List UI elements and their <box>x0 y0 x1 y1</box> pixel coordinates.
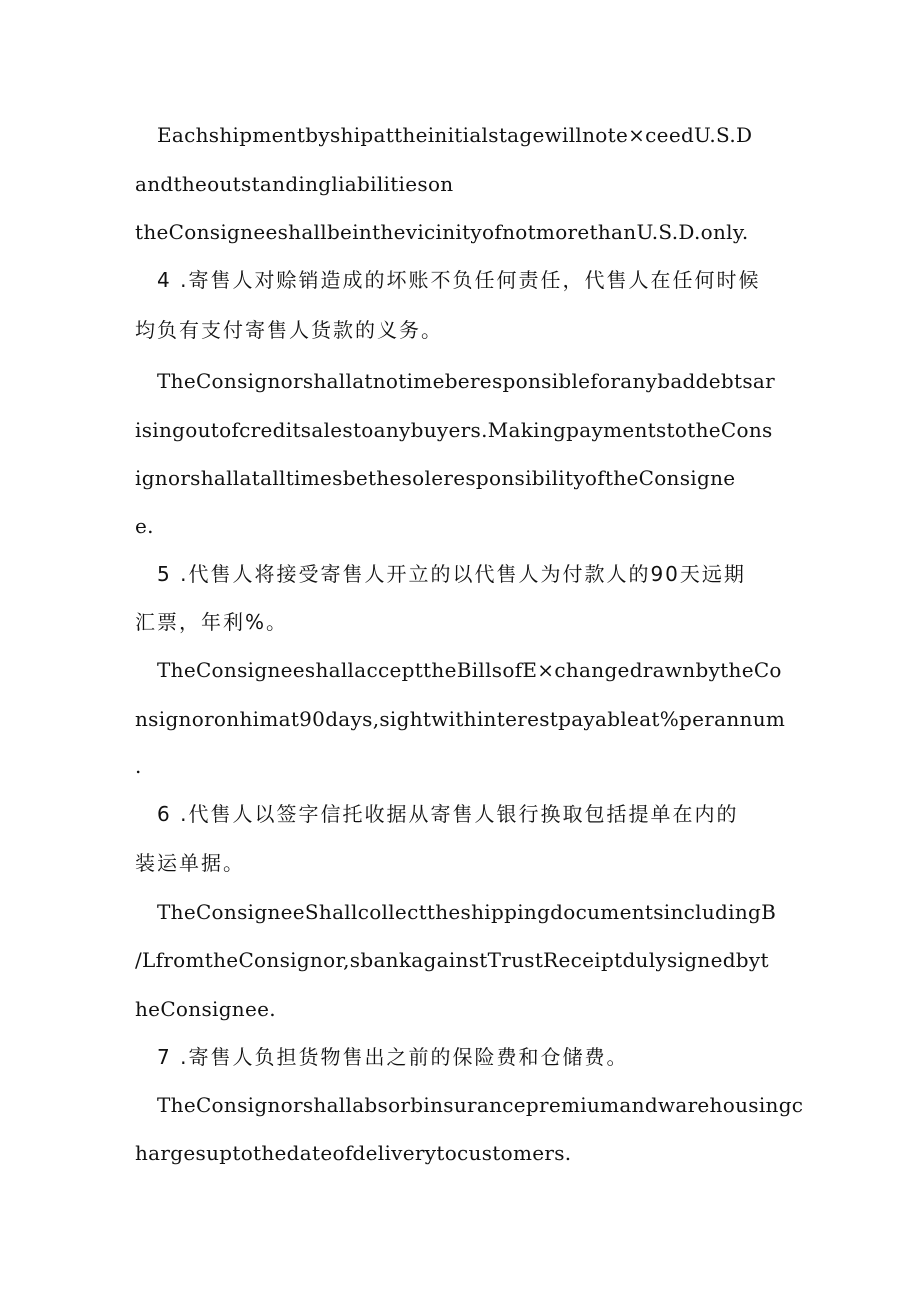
text-line: e. <box>135 514 154 538</box>
text-line: /LfromtheConsignor,sbankagainstTrustReceiptdulysignedbyt <box>135 948 769 972</box>
text-line: 装运单据。 <box>135 851 245 875</box>
clause-7-heading: 7 .寄售人负担货物售出之前的保险费和仓储费。 <box>157 1045 629 1069</box>
text-line: TheConsigneeShallcollecttheshippingdocumentsincludingB <box>157 900 777 924</box>
text-line: Eachshipmentbyshipattheinitialstagewillnote×ceedU.S.D <box>157 123 753 147</box>
text-line: isingoutofcreditsalestoanybuyers.MakingpaymentstotheCons <box>135 418 773 442</box>
text-line: ignorshallatalltimesbethesoleresponsibilityoftheConsigne <box>135 466 736 490</box>
text-line: theConsigneeshallbeinthevicinityofnotmorethanU.S.D.only. <box>135 220 749 244</box>
clause-6-heading: 6 .代售人以签字信托收据从寄售人银行换取包括提单在内的 <box>157 802 739 826</box>
text-line: TheConsignorshallatnotimeberesponsibleforanybaddebtsar <box>157 369 775 393</box>
text-line: 汇票，年利%。 <box>135 610 289 634</box>
text-line: 均负有支付寄售人货款的义务。 <box>135 318 443 342</box>
text-line: nsignoronhimat90days,sightwithinterestpayableat%perannum <box>135 707 786 731</box>
clause-4-heading: 4 .寄售人对赊销造成的坏账不负任何责任，代售人在任何时候 <box>157 268 761 292</box>
text-line: andtheoutstandingliabilitieson <box>135 172 454 196</box>
text-line: TheConsignorshallabsorbinsurancepremiumandwarehousingc <box>157 1093 804 1117</box>
text-line: . <box>135 754 142 778</box>
text-line: TheConsigneeshallaccepttheBillsofE×changedrawnbytheCo <box>157 658 782 682</box>
clause-5-heading: 5 .代售人将接受寄售人开立的以代售人为付款人的90天远期 <box>157 562 746 586</box>
text-line: heConsignee. <box>135 997 276 1021</box>
text-line: hargesuptothedateofdeliverytocustomers. <box>135 1141 572 1165</box>
